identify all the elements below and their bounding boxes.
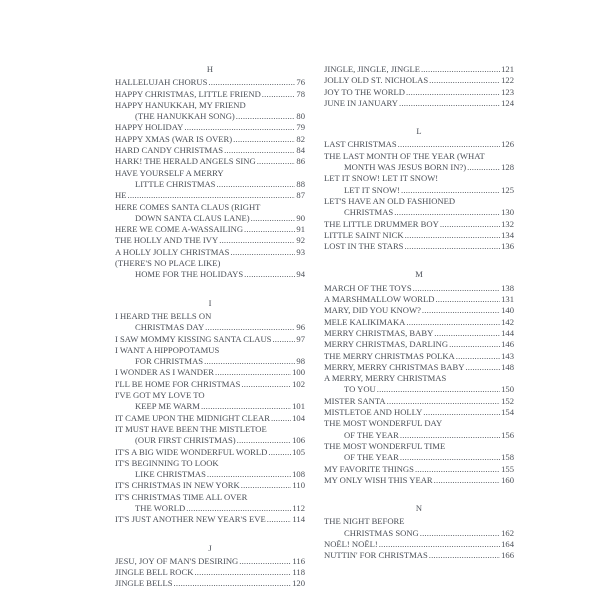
dot-leader bbox=[413, 283, 500, 294]
entry-title: NUTTIN' FOR CHRISTMAS bbox=[324, 550, 428, 561]
index-entry-continuation bbox=[115, 503, 305, 514]
index-section bbox=[324, 64, 514, 109]
entry-title: CHRISTMAS DAY bbox=[135, 322, 205, 333]
entry-title: THE HOLLY AND THE IVY bbox=[115, 235, 219, 246]
entry-page-number: 152 bbox=[501, 395, 514, 406]
dot-leader bbox=[244, 269, 295, 280]
entry-title: MISTER SANTA bbox=[324, 395, 386, 406]
entry-page-number: 121 bbox=[501, 64, 514, 74]
index-entry bbox=[115, 578, 305, 589]
entry-title: LAST CHRISTMAS bbox=[324, 139, 397, 150]
index-entry bbox=[324, 317, 514, 328]
entry-title: LET'S HAVE AN OLD FASHIONED bbox=[324, 195, 456, 206]
dot-leader bbox=[241, 379, 291, 390]
index-entry bbox=[324, 328, 514, 339]
section-letter: M bbox=[415, 269, 423, 280]
index-column-left bbox=[115, 64, 305, 607]
dot-leader bbox=[429, 550, 500, 561]
entry-title: HAVE YOURSELF A MERRY bbox=[115, 167, 224, 178]
index-entry bbox=[115, 458, 305, 469]
index-entry-continuation bbox=[115, 435, 305, 446]
entry-title: JINGLE BELL ROCK bbox=[115, 567, 194, 578]
entry-title: HE bbox=[115, 190, 127, 201]
entry-page-number: 132 bbox=[501, 218, 514, 229]
entry-page-number: 116 bbox=[292, 555, 305, 566]
dot-leader bbox=[236, 111, 296, 122]
dot-leader bbox=[415, 464, 500, 475]
dot-leader bbox=[406, 87, 500, 98]
entry-title: IT'S A BIG WIDE WONDERFUL WORLD bbox=[115, 446, 268, 457]
dot-leader bbox=[174, 578, 292, 589]
entry-page-number: 160 bbox=[501, 474, 514, 485]
index-entry-continuation bbox=[115, 322, 305, 333]
entry-title: HAPPY CHRISTMAS, LITTLE FRIEND bbox=[115, 88, 261, 99]
entry-title: JOLLY OLD ST. NICHOLAS bbox=[324, 75, 429, 86]
dot-leader bbox=[421, 64, 500, 75]
entry-page-number: 102 bbox=[292, 378, 305, 389]
dot-leader bbox=[271, 413, 291, 424]
entry-title: OF THE YEAR bbox=[344, 429, 399, 440]
entry-title: IT MUST HAVE BEEN THE MISTLETOE bbox=[115, 423, 267, 434]
index-entry bbox=[115, 379, 305, 390]
dot-leader bbox=[205, 322, 295, 333]
entry-page-number: 108 bbox=[292, 469, 305, 480]
entry-title: A HOLLY JOLLY CHRISTMAS bbox=[115, 246, 230, 257]
entry-page-number: 106 bbox=[292, 435, 305, 446]
dot-leader bbox=[244, 224, 295, 235]
entry-page-number: 112 bbox=[292, 502, 305, 513]
entry-page-number: 138 bbox=[501, 282, 514, 293]
entry-title: JESU, JOY OF MAN'S DESIRING bbox=[115, 555, 239, 566]
dot-leader bbox=[267, 514, 292, 525]
dot-leader bbox=[420, 528, 500, 539]
index-entry bbox=[324, 151, 514, 162]
index-entry bbox=[115, 514, 305, 525]
entry-page-number: 82 bbox=[296, 133, 305, 144]
entry-page-number: 105 bbox=[292, 446, 305, 457]
index-section bbox=[324, 126, 514, 252]
dot-leader bbox=[422, 305, 500, 316]
entry-title: I'LL BE HOME FOR CHRISTMAS bbox=[115, 378, 241, 389]
dot-leader bbox=[398, 139, 500, 150]
index-entry bbox=[115, 145, 305, 156]
index-entry bbox=[115, 156, 305, 167]
entry-title: A MERRY, MERRY CHRISTMAS bbox=[324, 373, 447, 384]
index-entry bbox=[324, 396, 514, 407]
entry-page-number: 144 bbox=[501, 327, 514, 338]
entry-page-number: 90 bbox=[296, 212, 305, 223]
index-entry bbox=[115, 122, 305, 133]
dot-leader bbox=[401, 185, 500, 196]
index-entry-continuation bbox=[324, 185, 514, 196]
entry-title: IT CAME UPON THE MIDNIGHT CLEAR bbox=[115, 412, 270, 423]
index-entry-continuation bbox=[324, 528, 514, 539]
entry-title: THE WORLD bbox=[135, 502, 186, 513]
entry-title: HALLELUJAH CHORUS bbox=[115, 77, 208, 88]
entry-page-number: 120 bbox=[292, 578, 305, 589]
entry-page-number: 124 bbox=[501, 97, 514, 108]
entry-title: HARK! THE HERALD ANGELS SING bbox=[115, 156, 256, 167]
index-entry-continuation bbox=[115, 401, 305, 412]
dot-leader bbox=[262, 89, 296, 100]
entry-title: IT'S BEGINNING TO LOOK bbox=[115, 457, 219, 468]
entry-title: LITTLE SAINT NICK bbox=[324, 229, 404, 240]
dot-leader bbox=[379, 539, 500, 550]
entry-page-number: 125 bbox=[501, 184, 514, 195]
dot-leader bbox=[186, 503, 291, 514]
entry-title: TO YOU bbox=[344, 384, 376, 395]
index-entry bbox=[115, 224, 305, 235]
dot-leader bbox=[465, 362, 500, 373]
index-column-right bbox=[324, 64, 514, 579]
dot-leader bbox=[208, 77, 295, 88]
entry-page-number: 91 bbox=[296, 224, 305, 235]
entry-title: CHRISTMAS bbox=[344, 207, 394, 218]
index-entry bbox=[324, 418, 514, 429]
entry-title: I WONDER AS I WANDER bbox=[115, 367, 214, 378]
entry-title: (THE HANUKKAH SONG) bbox=[135, 111, 235, 122]
entry-title: CHRISTMAS SONG bbox=[344, 527, 419, 538]
entry-title: OF THE YEAR bbox=[344, 452, 399, 463]
entry-page-number: 126 bbox=[501, 139, 514, 150]
entry-page-number: 92 bbox=[296, 235, 305, 246]
entry-page-number: 118 bbox=[292, 567, 305, 578]
index-entry bbox=[324, 173, 514, 184]
dot-leader bbox=[233, 134, 295, 145]
index-entry bbox=[324, 339, 514, 350]
index-entry bbox=[115, 334, 305, 345]
index-entry bbox=[324, 475, 514, 486]
entry-page-number: 154 bbox=[501, 407, 514, 418]
entry-title: IT'S CHRISTMAS TIME ALL OVER bbox=[115, 491, 248, 502]
index-entry bbox=[115, 345, 305, 356]
index-entry bbox=[115, 77, 305, 88]
dot-leader bbox=[194, 567, 291, 578]
dot-leader bbox=[434, 328, 500, 339]
index-entry bbox=[115, 235, 305, 246]
entry-page-number: 100 bbox=[292, 367, 305, 378]
section-letter: H bbox=[206, 64, 214, 74]
index-entry bbox=[115, 556, 305, 567]
entry-title: THE MERRY CHRISTMAS POLKA bbox=[324, 350, 455, 361]
dot-leader bbox=[423, 407, 500, 418]
dot-leader bbox=[184, 122, 295, 133]
index-entry bbox=[324, 75, 514, 86]
entry-page-number: 140 bbox=[501, 305, 514, 316]
index-entry bbox=[324, 539, 514, 550]
dot-leader bbox=[429, 75, 500, 86]
entry-page-number: 146 bbox=[501, 339, 514, 350]
entry-page-number: 94 bbox=[296, 269, 305, 280]
entry-title: LIKE CHRISTMAS bbox=[135, 469, 206, 480]
index-section bbox=[115, 64, 305, 281]
entry-title: THE MOST WONDERFUL DAY bbox=[324, 418, 443, 429]
entry-title: IT'S CHRISTMAS IN NEW YORK bbox=[115, 480, 240, 491]
index-entry bbox=[324, 294, 514, 305]
index-section bbox=[324, 269, 514, 486]
entry-title: MARCH OF THE TOYS bbox=[324, 282, 412, 293]
dot-leader bbox=[394, 207, 500, 218]
entry-title: IT'S JUST ANOTHER NEW YEAR'S EVE bbox=[115, 514, 266, 525]
entry-title: THE NIGHT BEFORE bbox=[324, 516, 405, 527]
index-entry bbox=[115, 311, 305, 322]
entry-title: LOST IN THE STARS bbox=[324, 241, 404, 252]
dot-leader bbox=[268, 447, 291, 458]
index-entry-continuation bbox=[324, 162, 514, 173]
entry-title: JUNE IN JANUARY bbox=[324, 97, 399, 108]
index-entry bbox=[324, 516, 514, 527]
entry-page-number: 123 bbox=[501, 86, 514, 97]
entry-title: HOME FOR THE HOLIDAYS bbox=[135, 269, 244, 280]
index-entry bbox=[324, 64, 514, 75]
dot-leader bbox=[404, 241, 500, 252]
index-entry-continuation bbox=[324, 430, 514, 441]
dot-leader bbox=[257, 156, 296, 167]
dot-leader bbox=[405, 230, 501, 241]
index-entry bbox=[115, 413, 305, 424]
section-letter: N bbox=[415, 503, 423, 514]
dot-leader bbox=[251, 213, 296, 224]
entry-title: A MARSHMALLOW WORLD bbox=[324, 294, 435, 305]
dot-leader bbox=[435, 294, 500, 305]
section-letter: L bbox=[416, 126, 422, 137]
dot-leader bbox=[207, 469, 291, 480]
dot-leader bbox=[387, 396, 500, 407]
entry-page-number: 142 bbox=[501, 316, 514, 327]
entry-title: (THERE'S NO PLACE LIKE) bbox=[115, 258, 221, 269]
index-entry-continuation bbox=[324, 452, 514, 463]
entry-title: JOY TO THE WORLD bbox=[324, 86, 405, 97]
index-entry bbox=[115, 567, 305, 578]
entry-page-number: 104 bbox=[292, 412, 305, 423]
entry-page-number: 78 bbox=[296, 88, 305, 99]
entry-page-number: 158 bbox=[501, 452, 514, 463]
index-entry bbox=[115, 134, 305, 145]
index-entry-continuation bbox=[115, 356, 305, 367]
entry-page-number: 150 bbox=[501, 384, 514, 395]
entry-title: MELE KALIKIMAKA bbox=[324, 316, 406, 327]
dot-leader bbox=[239, 556, 291, 567]
index-entry bbox=[324, 230, 514, 241]
entry-page-number: 86 bbox=[296, 156, 305, 167]
index-entry bbox=[324, 241, 514, 252]
entry-title: HERE COMES SANTA CLAUS (RIGHT bbox=[115, 201, 261, 212]
index-entry bbox=[115, 190, 305, 201]
index-entry bbox=[324, 373, 514, 384]
dot-leader bbox=[215, 367, 291, 378]
index-entry bbox=[115, 168, 305, 179]
dot-leader bbox=[400, 452, 500, 463]
index-section bbox=[324, 503, 514, 561]
entry-title: MONTH WAS JESUS BORN IN?) bbox=[344, 162, 467, 173]
dot-leader bbox=[241, 480, 292, 491]
index-entry bbox=[324, 464, 514, 475]
index-entry bbox=[324, 283, 514, 294]
entry-page-number: 156 bbox=[501, 429, 514, 440]
entry-page-number: 114 bbox=[292, 514, 305, 525]
index-entry bbox=[115, 367, 305, 378]
dot-leader bbox=[219, 235, 295, 246]
entry-page-number: 88 bbox=[296, 178, 305, 189]
entry-page-number: 80 bbox=[296, 111, 305, 122]
dot-leader bbox=[377, 384, 500, 395]
index-entry bbox=[115, 89, 305, 100]
dot-leader bbox=[272, 334, 295, 345]
entry-page-number: 96 bbox=[296, 322, 305, 333]
index-entry-continuation bbox=[115, 469, 305, 480]
index-entry bbox=[115, 100, 305, 111]
entry-page-number: 164 bbox=[501, 538, 514, 549]
entry-page-number: 110 bbox=[292, 480, 305, 491]
entry-title: HERE WE COME A-WASSAILING bbox=[115, 224, 244, 235]
index-entry bbox=[115, 424, 305, 435]
index-entry-continuation bbox=[115, 111, 305, 122]
entry-page-number: 76 bbox=[296, 77, 305, 88]
entry-page-number: 130 bbox=[501, 207, 514, 218]
entry-page-number: 155 bbox=[501, 463, 514, 474]
entry-title: HAPPY XMAS (WAR IS OVER) bbox=[115, 133, 233, 144]
index-entry bbox=[324, 305, 514, 316]
dot-leader bbox=[237, 435, 292, 446]
dot-leader bbox=[230, 247, 295, 258]
entry-page-number: 101 bbox=[292, 401, 305, 412]
index-entry bbox=[324, 139, 514, 150]
entry-page-number: 98 bbox=[296, 356, 305, 367]
dot-leader bbox=[467, 162, 500, 173]
index-entry-continuation bbox=[115, 269, 305, 280]
entry-page-number: 136 bbox=[501, 241, 514, 252]
index-entry-continuation bbox=[324, 207, 514, 218]
index-entry-continuation bbox=[324, 384, 514, 395]
index-entry bbox=[324, 98, 514, 109]
entry-title: MY FAVORITE THINGS bbox=[324, 463, 414, 474]
dot-leader bbox=[399, 98, 500, 109]
entry-page-number: 162 bbox=[501, 527, 514, 538]
entry-title: HAPPY HOLIDAY bbox=[115, 122, 184, 133]
dot-leader bbox=[456, 351, 500, 362]
index-entry bbox=[324, 219, 514, 230]
index-entry bbox=[324, 351, 514, 362]
entry-page-number: 79 bbox=[296, 122, 305, 133]
index-entry bbox=[115, 447, 305, 458]
index-section bbox=[115, 543, 305, 590]
index-entry bbox=[115, 247, 305, 258]
entry-title: HARD CANDY CHRISTMAS bbox=[115, 145, 224, 156]
index-entry bbox=[115, 480, 305, 491]
entry-title: KEEP ME WARM bbox=[135, 401, 200, 412]
entry-title: NOËL! NOËL! bbox=[324, 538, 378, 549]
entry-title: THE LITTLE DRUMMER BOY bbox=[324, 218, 439, 229]
dot-leader bbox=[216, 179, 295, 190]
entry-page-number: 143 bbox=[501, 350, 514, 361]
entry-page-number: 128 bbox=[501, 162, 514, 173]
entry-page-number: 131 bbox=[501, 294, 514, 305]
index-entry bbox=[324, 550, 514, 561]
entry-title: DOWN SANTA CLAUS LANE) bbox=[135, 212, 250, 223]
index-entry-continuation bbox=[115, 213, 305, 224]
index-entry bbox=[324, 362, 514, 373]
entry-page-number: 148 bbox=[501, 361, 514, 372]
section-letter: I bbox=[208, 297, 212, 308]
index-entry bbox=[324, 87, 514, 98]
entry-title: MARY, DID YOU KNOW? bbox=[324, 305, 421, 316]
entry-title: I WANT A HIPPOPOTAMUS bbox=[115, 344, 220, 355]
dot-leader bbox=[127, 190, 295, 201]
dot-leader bbox=[201, 401, 291, 412]
entry-title: LET IT SNOW! LET IT SNOW! bbox=[324, 173, 439, 184]
entry-title: I SAW MOMMY KISSING SANTA CLAUS bbox=[115, 333, 272, 344]
entry-page-number: 134 bbox=[501, 229, 514, 240]
entry-title: MERRY, MERRY CHRISTMAS BABY bbox=[324, 361, 465, 372]
index-entry bbox=[115, 390, 305, 401]
dot-leader bbox=[224, 145, 295, 156]
index-entry bbox=[115, 492, 305, 503]
entry-page-number: 97 bbox=[296, 333, 305, 344]
entry-title: JINGLE BELLS bbox=[115, 578, 173, 589]
entry-page-number: 84 bbox=[296, 145, 305, 156]
entry-title: (OUR FIRST CHRISTMAS) bbox=[135, 435, 236, 446]
index-entry bbox=[115, 258, 305, 269]
entry-title: THE LAST MONTH OF THE YEAR (WHAT bbox=[324, 150, 485, 161]
dot-leader bbox=[400, 430, 500, 441]
section-letter: J bbox=[208, 542, 212, 553]
entry-page-number: 93 bbox=[296, 246, 305, 257]
dot-leader bbox=[204, 356, 295, 367]
index-section bbox=[115, 298, 305, 526]
entry-title: MERRY CHRISTMAS, DARLING bbox=[324, 339, 449, 350]
dot-leader bbox=[406, 317, 500, 328]
entry-title: I HEARD THE BELLS ON bbox=[115, 310, 212, 321]
entry-title: THE MOST WONDERFUL TIME bbox=[324, 440, 446, 451]
entry-title: HAPPY HANUKKAH, MY FRIEND bbox=[115, 99, 246, 110]
index-entry bbox=[324, 196, 514, 207]
dot-leader bbox=[449, 339, 500, 350]
entry-page-number: 87 bbox=[296, 190, 305, 201]
entry-title: LITTLE CHRISTMAS bbox=[135, 178, 216, 189]
entry-page-number: 122 bbox=[501, 75, 514, 86]
entry-title: LET IT SNOW! bbox=[344, 184, 401, 195]
entry-title: MERRY CHRISTMAS, BABY bbox=[324, 327, 434, 338]
entry-title: JINGLE, JINGLE, JINGLE bbox=[324, 64, 420, 74]
index-entry bbox=[115, 202, 305, 213]
entry-title: I'VE GOT MY LOVE TO bbox=[115, 390, 205, 401]
entry-page-number: 166 bbox=[501, 550, 514, 561]
entry-title: MISTLETOE AND HOLLY bbox=[324, 407, 423, 418]
index-entry bbox=[324, 407, 514, 418]
index-entry bbox=[324, 441, 514, 452]
dot-leader bbox=[440, 219, 500, 230]
entry-title: FOR CHRISTMAS bbox=[135, 356, 204, 367]
entry-title: MY ONLY WISH THIS YEAR bbox=[324, 474, 433, 485]
dot-leader bbox=[434, 475, 500, 486]
index-entry-continuation bbox=[115, 179, 305, 190]
